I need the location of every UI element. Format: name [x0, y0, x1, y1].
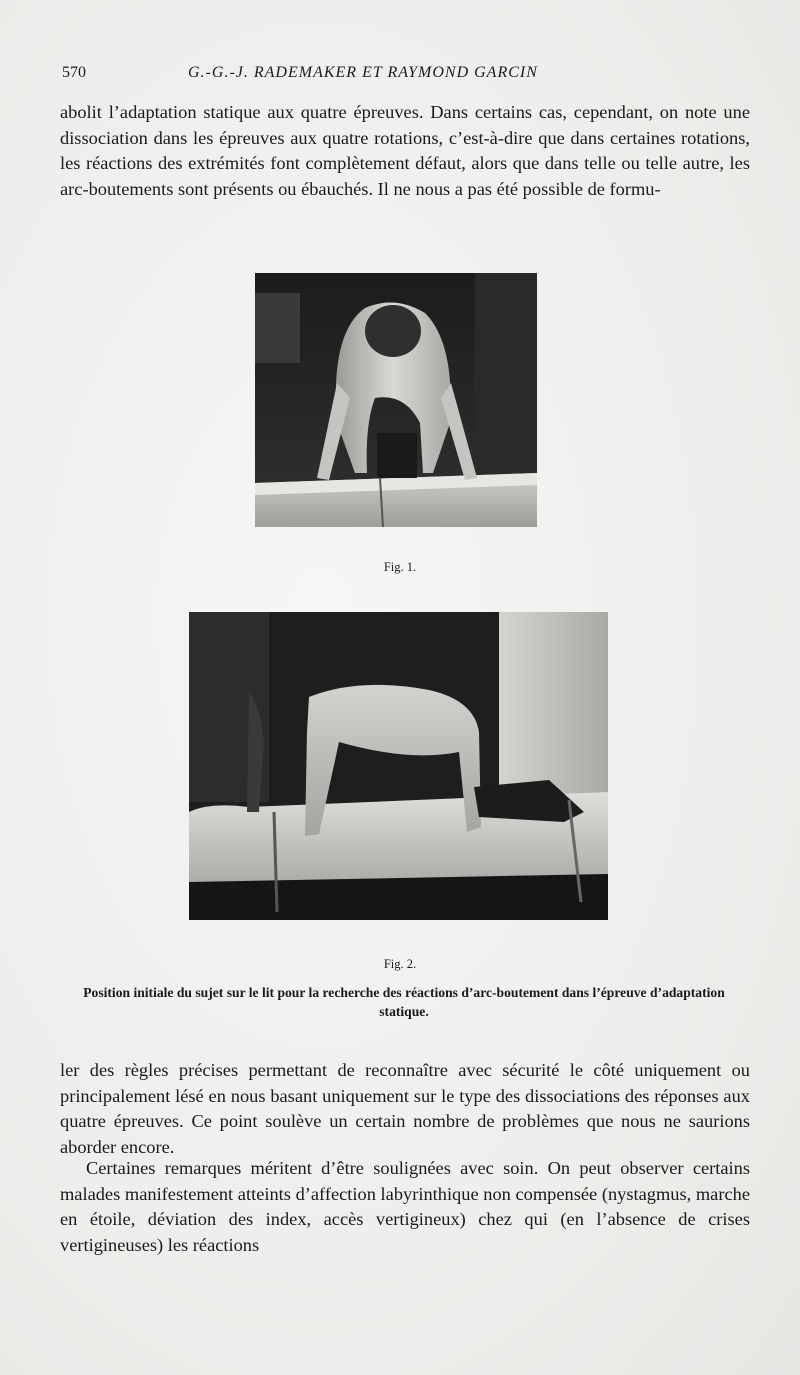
figure-2-image: [189, 612, 608, 920]
figure-legend: Position initiale du sujet sur le lit pour la recherche des réactions d’arc-boutement dans l’épreuve d’adaptation statique.: [83, 985, 725, 1019]
figure-1-image: [255, 273, 537, 527]
figure-1-label: Fig. 1.: [383, 560, 417, 574]
figure-2-label: Fig. 2.: [383, 957, 417, 971]
page-number: 570: [62, 64, 86, 81]
figure-2-photo: [189, 612, 608, 920]
paragraph-bottom-1: ler des règles précises permettant de reconnaître avec sécurité le côté uniquement ou principalement lésé en nous basant uniquement sur le type des dissociations des réponses aux quatre épreuves. Ce point soulève un certain nombre de problèmes que nous ne saurions aborder encore.: [60, 1060, 750, 1157]
figure-1-photo: [255, 273, 537, 527]
page-header: [62, 64, 752, 88]
paragraph-bottom-2: Certaines remarques méritent d’être soulignées avec soin. On peut observer certains malades manifestement atteints d’affection labyrinthique non compensée (nystagmus, marche en étoile, déviation des index, accès vertigineux) chez qui (en l’absence de crises vertigineuses) les réactions: [60, 1158, 750, 1255]
running-head: G.-G.-J. RADEMAKER ET RAYMOND GARCIN: [188, 64, 538, 81]
paragraph-top: abolit l’adaptation statique aux quatre épreuves. Dans certains cas, cependant, on note une dissociation dans les épreuves aux quatre rotations, c’est-à-dire que dans certaines rotations, les réactions des extrémités font complètement défaut, alors que dans telle ou telle autre, les arc-boutements sont présents ou ébauchés. Il ne nous a pas été possible de formu-: [60, 102, 750, 199]
